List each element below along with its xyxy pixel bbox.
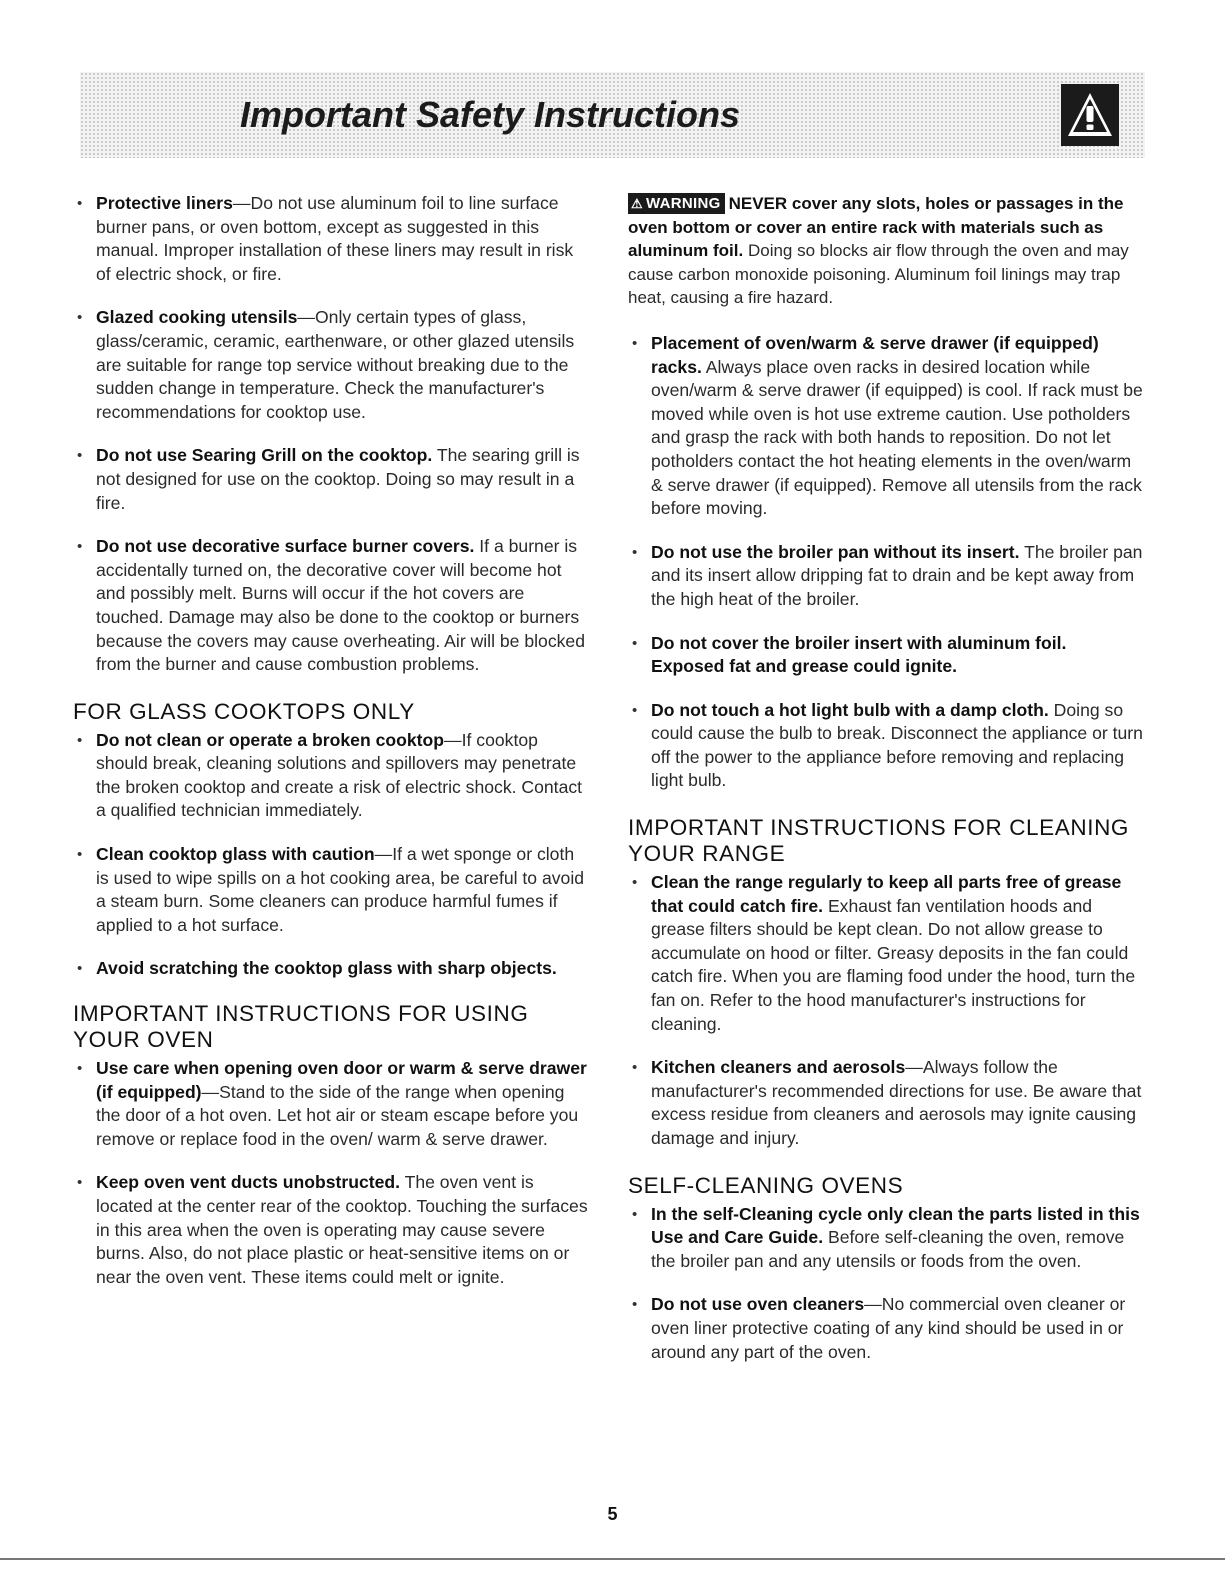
- instruction-item: [73, 444, 588, 515]
- instruction-item: [628, 1203, 1143, 1274]
- item-text: Before self-cleaning the oven, remove the broiler pan and any utensils or foods from the oven.: [651, 1227, 1125, 1271]
- item-lead: Avoid scratching the cooktop glass with sharp objects.: [96, 958, 557, 979]
- warning-badge-label: WARNING: [645, 195, 721, 212]
- bottom-divider: [0, 1558, 1225, 1560]
- item-lead: Use care when opening oven door or warm & serve drawer (if equipped): [96, 1058, 587, 1102]
- item-text: The searing grill is not designed for use on the cooktop. Doing so may result in a fire.: [96, 445, 580, 513]
- warning-lead: NEVER cover any slots, holes or passages in the oven bottom or cover an entire rack with materials such as aluminum foil.: [628, 194, 1124, 261]
- item-lead: Keep oven vent ducts unobstructed.: [96, 1172, 401, 1193]
- item-text: —Do not use aluminum foil to line surface burner pans, or oven bottom, except as suggested in this manual. Improper installation of these liners may result in risk of electric shock, or fire.: [96, 193, 574, 284]
- item-text: —No commercial oven cleaner or oven liner protective coating of any kind should be used in or around any part of the oven.: [651, 1294, 1126, 1362]
- item-lead: Do not clean or operate a broken cooktop: [96, 729, 445, 750]
- warning-paragraph: [628, 192, 1143, 310]
- item-lead: Protective liners: [96, 193, 233, 213]
- item-text: The oven vent is located at the center rear of the cooktop. Touching the surfaces in this area when the oven is operating may cause severe burns. Also, do not place plastic or heat-sensitive items on or near the oven vent. These items could melt or ignite.: [96, 1172, 588, 1287]
- item-text: Always place oven racks in desired location while oven/warm & serve drawer (if equipped) is cool. If rack must be moved while oven is hot use extreme caution. Use potholders and grasp the rack with both hands to reposition. Do not let potholders contact the hot heating elements in the oven/warm & serve drawer (if equipped). Remove all utensils from the rack before moving.: [651, 356, 1143, 519]
- item-lead: Clean cooktop glass with caution: [96, 844, 375, 865]
- instruction-item: [628, 1056, 1143, 1150]
- warning-exclamation-icon: [1061, 84, 1119, 146]
- instruction-item: [73, 843, 588, 937]
- item-lead: Do not use decorative surface burner covers.: [96, 536, 475, 557]
- instruction-item: [628, 699, 1143, 793]
- instruction-item: [73, 957, 588, 981]
- instruction-item: [73, 1057, 588, 1151]
- item-text: The broiler pan and its insert allow dripping fat to drain and be kept away from the high heat of the broiler.: [651, 541, 1143, 609]
- item-lead: In the self-Cleaning cycle only clean the parts listed in this Use and Care Guide.: [651, 1203, 1140, 1248]
- item-lead: Kitchen cleaners and aerosols: [651, 1057, 906, 1078]
- item-lead: Do not cover the broiler insert with aluminum foil. Exposed fat and grease could ignite.: [651, 632, 1067, 677]
- item-text: If a burner is accidentally turned on, the decorative cover will become hot and possibly melt. Burns will occur if the hot covers are touched. Damage may also be done to the cooktop or burners because the covers may cause overheating. Air will be blocked from the burner and cause combustion problems.: [96, 536, 585, 675]
- item-text: —Only certain types of glass, glass/ceramic, ceramic, earthenware, or other glazed utensils are suitable for range top service without breaking due to the sudden change in temperature. Check the manufacturer's recommendations for cooktop use.: [96, 307, 575, 422]
- warning-triangle-icon: ⚠: [631, 196, 643, 211]
- instruction-item: [73, 192, 588, 286]
- section-heading-glass-cooktops: FOR GLASS COOKTOPS ONLY: [73, 698, 415, 724]
- item-text: —If a wet sponge or cloth is used to wipe spills on a hot cooking area, be careful to avoid a steam burn. Some cleaners can produce harmful fumes if applied to a hot surface.: [96, 844, 585, 935]
- page-title: Important Safety Instructions: [239, 94, 741, 135]
- instruction-item: [73, 729, 588, 823]
- section-heading-using-oven: IMPORTANT INSTRUCTIONS FOR USING YOUR OVEN: [73, 1001, 529, 1053]
- instruction-item: [73, 306, 588, 424]
- section-heading-self-cleaning: SELF-CLEANING OVENS: [628, 1172, 904, 1198]
- instruction-item: [73, 1171, 588, 1289]
- instruction-item: [628, 632, 1143, 679]
- instruction-item: [628, 1293, 1143, 1364]
- title-banner: [80, 72, 1145, 158]
- item-text: —Always follow the manufacturer's recommended directions for use. Be aware that excess residue from cleaners and aerosols may ignite causing damage and injury.: [651, 1057, 1142, 1148]
- item-text: —Stand to the side of the range when opening the door of a hot oven. Let hot air or steam escape before you remove or replace food in the oven/ warm & serve drawer.: [96, 1081, 579, 1149]
- item-lead: Glazed cooking utensils: [96, 307, 298, 328]
- instruction-item: [628, 332, 1143, 521]
- left-column: [73, 192, 588, 1309]
- item-lead: Placement of oven/warm & serve drawer (if equipped) racks.: [651, 332, 1099, 377]
- item-text: Doing so could cause the bulb to break. Disconnect the appliance or turn off the power to the appliance before removing and replacing light bulb.: [651, 699, 1143, 791]
- item-lead: Do not use oven cleaners: [651, 1294, 865, 1315]
- item-text: —If cooktop should break, cleaning solutions and spillovers may penetrate the broken cooktop and create a risk of electric shock. Contact a qualified technician immediately.: [96, 729, 583, 821]
- warning-badge: [628, 193, 725, 214]
- instruction-item: [73, 535, 588, 677]
- section-heading-cleaning-range: IMPORTANT INSTRUCTIONS FOR CLEANING YOUR RANGE: [628, 815, 1130, 867]
- warning-text: Doing so blocks air flow through the oven and may cause carbon monoxide poisoning. Aluminum foil linings may trap heat, causing a fire hazard.: [628, 241, 1129, 308]
- instruction-item: [628, 871, 1143, 1036]
- item-lead: Clean the range regularly to keep all parts free of grease that could catch fire.: [651, 872, 1122, 916]
- right-column: [628, 192, 1143, 1384]
- page-number: 5: [607, 1504, 618, 1524]
- item-lead: Do not use Searing Grill on the cooktop.: [96, 445, 433, 466]
- item-lead: Do not use the broiler pan without its insert.: [651, 541, 1020, 562]
- item-text: Exhaust fan ventilation hoods and grease filters should be kept clean. Do not allow grease to accumulate on hood or filter. Greasy deposits in the fan could catch fire. When you are flaming food under the hood, turn the fan on. Refer to the hood manufacturer's instructions for cleaning.: [651, 895, 1136, 1034]
- instruction-item: [628, 541, 1143, 612]
- item-lead: Do not touch a hot light bulb with a damp cloth.: [651, 699, 1049, 720]
